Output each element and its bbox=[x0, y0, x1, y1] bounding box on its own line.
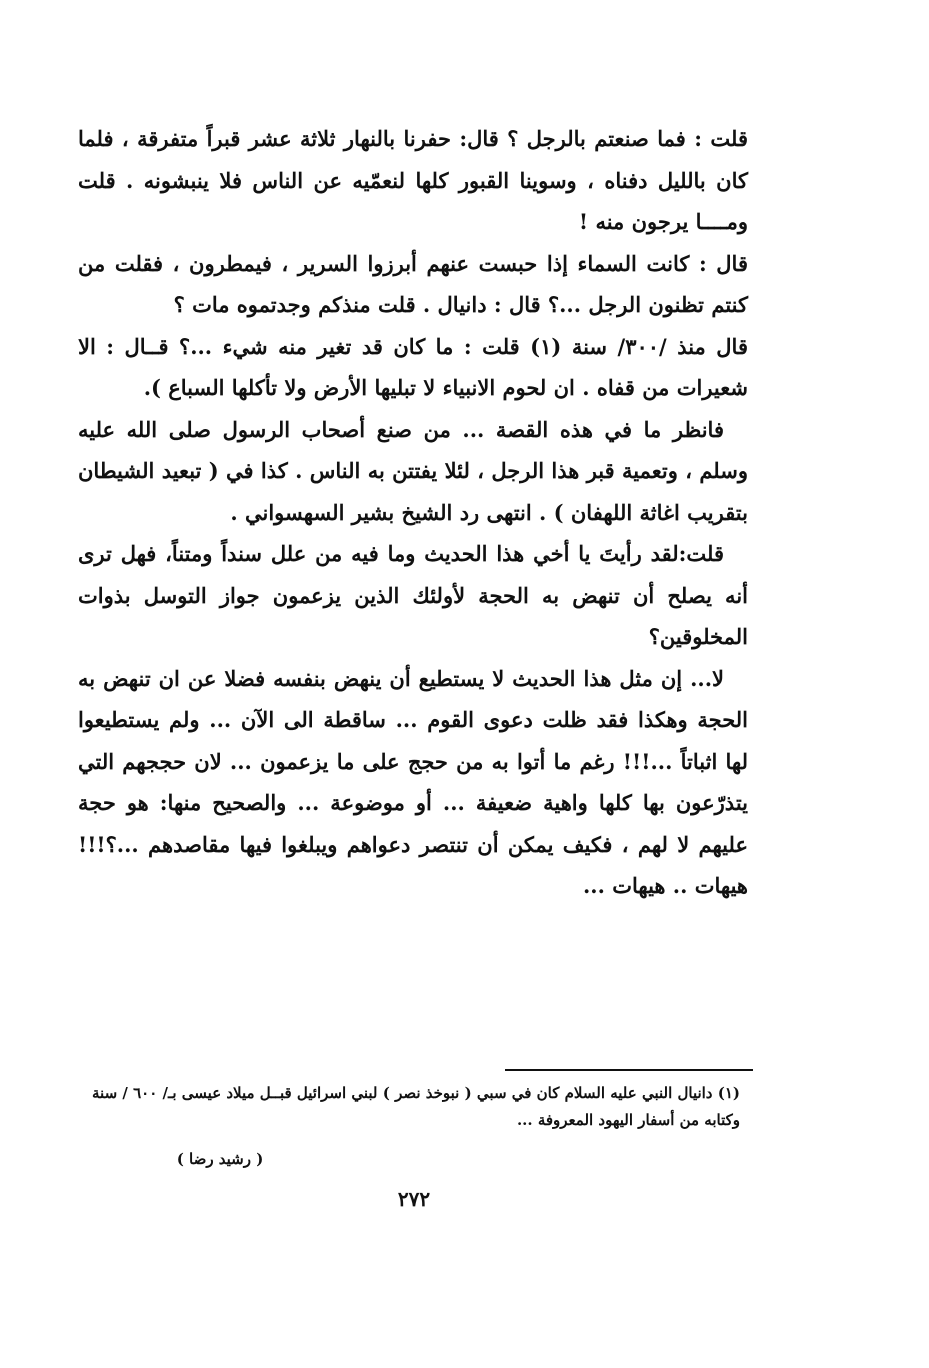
paragraph: قال : كانت السماء إذا حبست عنهم أبرزوا السرير ، فيمطرون ، فقلت من كنتم تظنون الرجل ...؟ قال : دانيال . قلت منذكم وجدتموه مات ؟ bbox=[78, 250, 748, 317]
footnote-block bbox=[92, 1080, 740, 1134]
main-text bbox=[78, 118, 748, 907]
page-number: ٢٧٢ bbox=[397, 1187, 431, 1211]
footnote-signature: ( رشيد رضا ) bbox=[176, 1150, 264, 1168]
paragraph: فانظر ما في هذه القصة ... من صنع أصحاب الرسول صلى الله عليه وسلم ، وتعمية قبر هذا الرجل ، لئلا يفتتن به الناس . كذا في ( تبعيد الشيطان بتقريب اغاثة اللهفان ) . انتهى رد الشيخ بشير السهسواني . bbox=[78, 416, 748, 525]
paragraph: قلت : فما صنعتم بالرجل ؟ قال: حفرنا بالنهار ثلاثة عشر قبراً متفرقة ، فلما كان بالليل دفناه ، وسوينا القبور كلها لنعمّيه عن الناس فلا ينبشونه . قلت ومــــا يرجون منه ! bbox=[78, 126, 748, 234]
paragraph: لا... إن مثل هذا الحديث لا يستطيع أن ينهض بنفسه فضلا عن ان تنهض به الحجة وهكذا فقد ظلت دعوى القوم ... ساقطة الى الآن ... ولم يستطيعوا لها اثباتاً ...!!! رغم ما أتوا به من حجج على ما يزعمون ... لان حججهم التي يتذرّعون بها كلها واهية ضعيفة ... أو موضوعة ... والصحيح منها: هو حجة عليهم لا لهم ، فكيف يمكن أن تنتصر دعواهم ويبلغوا فيها مقاصدهم ...؟!!! هيهات .. هيهات ... bbox=[78, 665, 748, 898]
footnote-text: (١) دانيال النبي عليه السلام كان في سبي ( نبوخذ نصر ) لبني اسرائيل قبــل ميلاد عيسى بـ/ ٦٠٠ / سنة وكتابه من أسفار اليهود المعروفة ... bbox=[92, 1084, 740, 1129]
footnote-divider bbox=[505, 1069, 753, 1071]
paragraph: قال منذ /٣٠٠/ سنة (١) قلت : ما كان قد تغير منه شيء ...؟ قــال : الا شعيرات من قفاه . ان لحوم الانبياء لا تبليها الأرض ولا تأكلها السباع ). bbox=[78, 333, 748, 400]
paragraph: قلت:لقد رأيتَ يا أخي هذا الحديث وما فيه من علل سنداً ومتناً، فهل ترى أنه يصلح أن تنهض به الحجة لأولئك الذين يزعمون جواز التوسل بذوات المخلوقين؟ bbox=[78, 541, 748, 649]
